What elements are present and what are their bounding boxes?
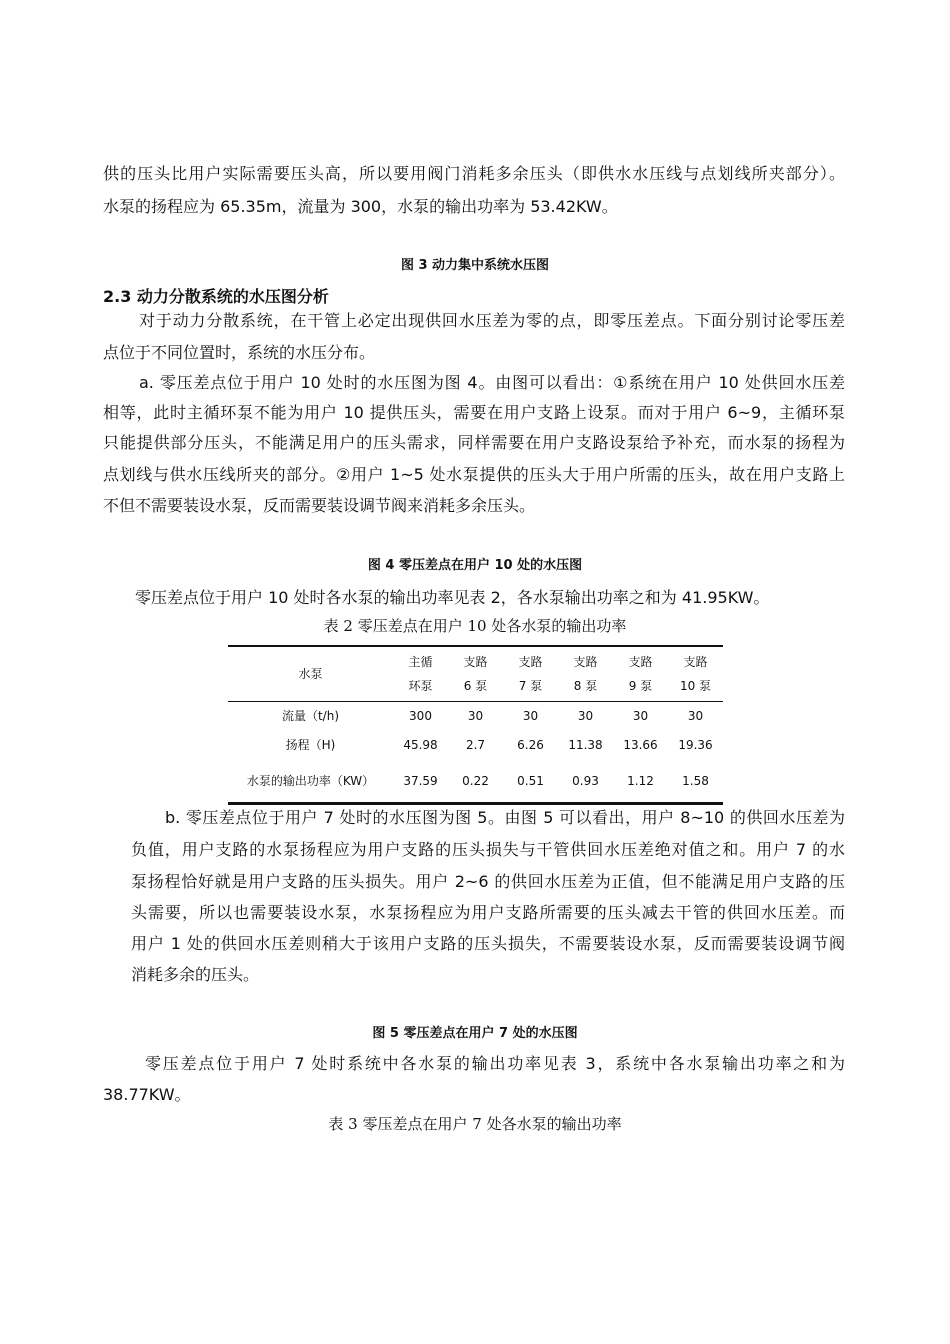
paragraph-line: 相等，此时主循环泵不能为用户 10 提供压头，需要在用户支路上设泵。而对于用户 6~9，主循环泵: [103, 403, 845, 422]
paragraph-line: b. 零压差点位于用户 7 处时的水压图为图 5。由图 5 可以看出，用户 8~10 的供回水压差为: [165, 808, 845, 827]
table-cell: 30: [687, 709, 704, 723]
paragraph-line: 点划线与供水压线所夹的部分。②用户 1~5 处水泵提供的压头大于用户所需的压头，故在用户支路上: [103, 465, 845, 484]
paragraph-line: 零压差点位于用户 10 处时各水泵的输出功率见表 2，各水泵输出功率之和为 41.95KW。: [135, 588, 770, 607]
paragraph-line: 负值，用户支路的水泵扬程应为用户支路的压头损失与干管供回水压差绝对值之和。用户 7 的水: [131, 840, 845, 859]
table-header-rule: [228, 701, 723, 702]
paragraph-line: 头需要，所以也需要装设水泵，水泵扬程应为用户支路所需要的压头减去干管的供回水压差。而: [131, 903, 845, 922]
paragraph-line: 38.77KW。: [103, 1085, 191, 1104]
paragraph-line: 对于动力分散系统，在干管上必定出现供回水压差为零的点，即零压差点。下面分别讨论零压差: [139, 311, 845, 330]
table-cell: 1.12: [627, 774, 654, 788]
paragraph-line: 供的压头比用户实际需要压头高，所以要用阀门消耗多余压头（即供水水压线与点划线所夹部分）。: [103, 164, 845, 183]
section-heading: 2.3 动力分散系统的水压图分析: [103, 287, 329, 306]
table-column-header: 支路: [683, 655, 708, 669]
figure-3-caption: 图 3 动力集中系统水压图: [400, 258, 550, 273]
table-cell: 30: [522, 709, 539, 723]
table-row-label: 水泵的输出功率（KW）: [246, 774, 375, 788]
table-2: [228, 645, 723, 805]
table-cell: 30: [467, 709, 484, 723]
table-top-rule: [228, 645, 723, 647]
table-row-label: 流量（t/h): [281, 709, 340, 723]
table-column-header: 环泵: [408, 679, 433, 693]
table-cell: 19.36: [678, 738, 713, 752]
table-column-header: 支路: [518, 655, 543, 669]
table-cell: 0.93: [572, 774, 599, 788]
paragraph-line: 零压差点位于用户 7 处时系统中各水泵的输出功率见表 3，系统中各水泵输出功率之和为: [145, 1054, 845, 1073]
table-cell: 30: [632, 709, 649, 723]
table-row-label: 扬程（H): [285, 738, 336, 752]
figure-5-caption: 图 5 零压差点在用户 7 处的水压图: [372, 1026, 578, 1041]
paragraph-line: 点位于不同位置时，系统的水压分布。: [103, 343, 376, 362]
figure-4-caption: 图 4 零压差点在用户 10 处的水压图: [367, 558, 583, 573]
table-cell: 11.38: [568, 738, 603, 752]
paragraph-line: 泵扬程恰好就是用户支路的压头损失。用户 2~6 的供回水压差为正值，但不能满足用户支路的压: [131, 872, 845, 891]
table-bottom-rule: [228, 802, 723, 805]
paragraph-line: 水泵的扬程应为 65.35m，流量为 300，水泵的输出功率为 53.42KW。: [103, 197, 618, 216]
table-column-header: 10 泵: [679, 679, 712, 693]
table-2-caption: 表 2 零压差点在用户 10 处各水泵的输出功率: [323, 617, 627, 635]
table-cell: 13.66: [623, 738, 658, 752]
paragraph-line: a. 零压差点位于用户 10 处时的水压图为图 4。由图可以看出：①系统在用户 10 处供回水压差: [139, 373, 845, 392]
table-column-header: 支路: [628, 655, 653, 669]
paragraph-line: 只能提供部分压头，不能满足用户的压头需求，同样需要在用户支路设泵给予补充，而水泵的扬程为: [103, 433, 845, 452]
table-column-header: 9 泵: [628, 679, 653, 693]
table-cell: 0.22: [462, 774, 489, 788]
table-column-header: 6 泵: [463, 679, 488, 693]
table-column-header: 8 泵: [573, 679, 598, 693]
table-cell: 6.26: [517, 738, 544, 752]
table-cell: 2.7: [465, 738, 486, 752]
table-column-header: 7 泵: [518, 679, 543, 693]
table-column-header: 主循: [408, 655, 433, 669]
table-cell: 30: [577, 709, 594, 723]
table-cell: 45.98: [403, 738, 438, 752]
table-header-label: 水泵: [298, 667, 323, 681]
paragraph-line: 不但不需要装设水泵，反而需要装设调节阀来消耗多余压头。: [103, 496, 536, 515]
table-cell: 37.59: [403, 774, 438, 788]
table-column-header: 支路: [573, 655, 598, 669]
paragraph-line: 用户 1 处的供回水压差则稍大于该用户支路的压头损失，不需要装设水泵，反而需要装设调节阀: [131, 934, 845, 953]
table-cell: 300: [409, 709, 432, 723]
table-cell: 1.58: [682, 774, 709, 788]
table-cell: 0.51: [517, 774, 544, 788]
paragraph-line: 消耗多余的压头。: [131, 965, 260, 984]
table-column-header: 支路: [463, 655, 488, 669]
table-3-caption: 表 3 零压差点在用户 7 处各水泵的输出功率: [328, 1115, 622, 1133]
